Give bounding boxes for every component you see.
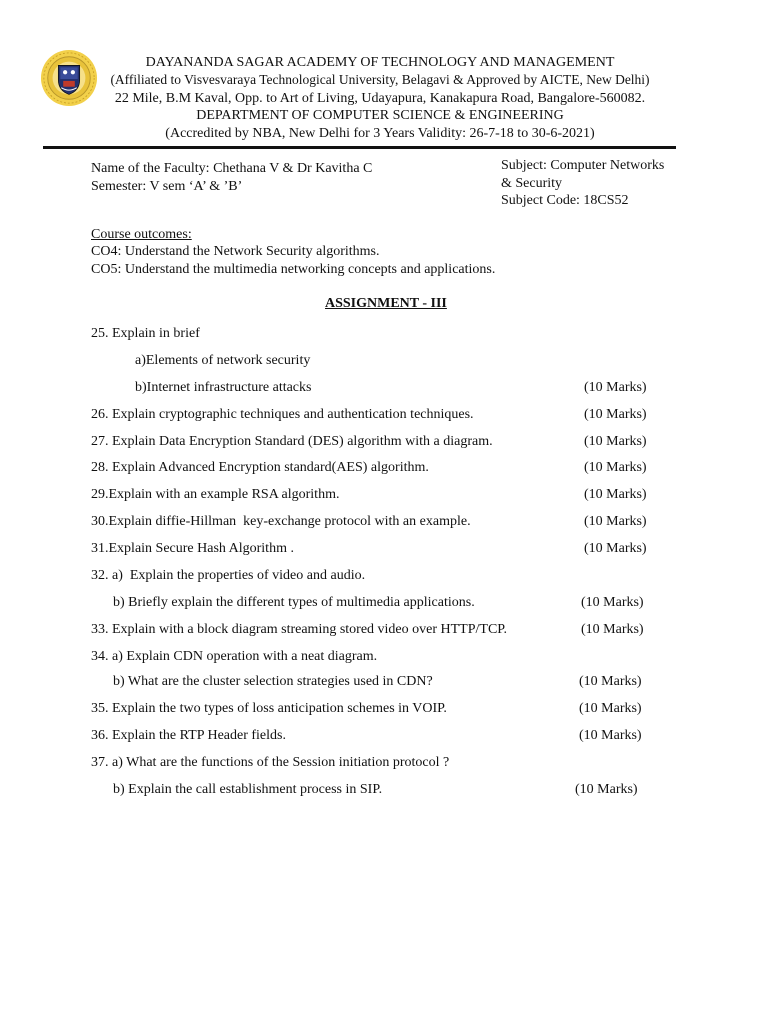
marks-label: (10 Marks): [584, 514, 647, 529]
question-line: b)Internet infrastructure attacks: [135, 380, 312, 395]
question-line: 31.Explain Secure Hash Algorithm .: [91, 541, 294, 556]
question-line: 30.Explain diffie-Hillman key-exchange protocol with an example.: [91, 514, 471, 529]
address-line: 22 Mile, B.M Kaval, Opp. to Art of Living, Udayapura, Kanakapura Road, Bangalore-560082.: [114, 91, 646, 106]
header-divider: [43, 146, 676, 149]
question-line: 37. a) What are the functions of the Session initiation protocol ?: [91, 755, 450, 770]
course-outcomes-heading: Course outcomes:: [91, 227, 192, 242]
assignment-title: ASSIGNMENT - III: [325, 296, 447, 311]
question-line: 28. Explain Advanced Encryption standard(AES) algorithm.: [91, 460, 429, 475]
question-line: b) Briefly explain the different types of multimedia applications.: [113, 595, 475, 610]
question-line: 26. Explain cryptographic techniques and authentication techniques.: [91, 407, 474, 422]
question-line: 34. a) Explain CDN operation with a neat diagram.: [91, 649, 378, 664]
marks-label: (10 Marks): [581, 595, 644, 610]
course-outcome-co4: CO4: Understand the Network Security algorithms.: [91, 244, 380, 259]
marks-label: (10 Marks): [584, 380, 647, 395]
question-line: b) Explain the call establishment process in SIP.: [113, 782, 383, 797]
question-line: b) What are the cluster selection strategies used in CDN?: [113, 674, 433, 689]
question-line: 36. Explain the RTP Header fields.: [91, 728, 286, 743]
subject-line-2: & Security: [501, 176, 563, 191]
institution-name: DAYANANDA SAGAR ACADEMY OF TECHNOLOGY AND MANAGEMENT: [145, 55, 615, 70]
marks-label: (10 Marks): [575, 782, 638, 797]
semester: Semester: V sem ‘A’ & ’B’: [91, 179, 243, 194]
marks-label: (10 Marks): [579, 674, 642, 689]
department-name: DEPARTMENT OF COMPUTER SCIENCE & ENGINEERING: [196, 108, 564, 123]
question-line: a)Elements of network security: [135, 353, 311, 368]
marks-label: (10 Marks): [584, 541, 647, 556]
faculty-name: Name of the Faculty: Chethana V & Dr Kavitha C: [91, 161, 373, 176]
marks-label: (10 Marks): [579, 728, 642, 743]
marks-label: (10 Marks): [584, 487, 647, 502]
question-line: 29.Explain with an example RSA algorithm.: [91, 487, 340, 502]
question-line: 33. Explain with a block diagram streaming stored video over HTTP/TCP.: [91, 622, 508, 637]
marks-label: (10 Marks): [579, 701, 642, 716]
subject-code: Subject Code: 18CS52: [501, 193, 629, 208]
marks-label: (10 Marks): [584, 460, 647, 475]
affiliation-line: (Affiliated to Visvesvaraya Technological University, Belagavi & Approved by AICTE, New Delhi): [110, 72, 650, 87]
marks-label: (10 Marks): [584, 434, 647, 449]
question-line: 25. Explain in brief: [91, 326, 200, 341]
marks-label: (10 Marks): [581, 622, 644, 637]
question-line: 32. a) Explain the properties of video and audio.: [91, 568, 366, 583]
accreditation-line: (Accredited by NBA, New Delhi for 3 Years Validity: 26-7-18 to 30-6-2021): [165, 126, 595, 141]
question-line: 35. Explain the two types of loss anticipation schemes in VOIP.: [91, 701, 447, 716]
course-outcome-co5: CO5: Understand the multimedia networking concepts and applications.: [91, 262, 496, 277]
subject-line-1: Subject: Computer Networks: [501, 158, 665, 173]
question-line: 27. Explain Data Encryption Standard (DES) algorithm with a diagram.: [91, 434, 493, 449]
marks-label: (10 Marks): [584, 407, 647, 422]
